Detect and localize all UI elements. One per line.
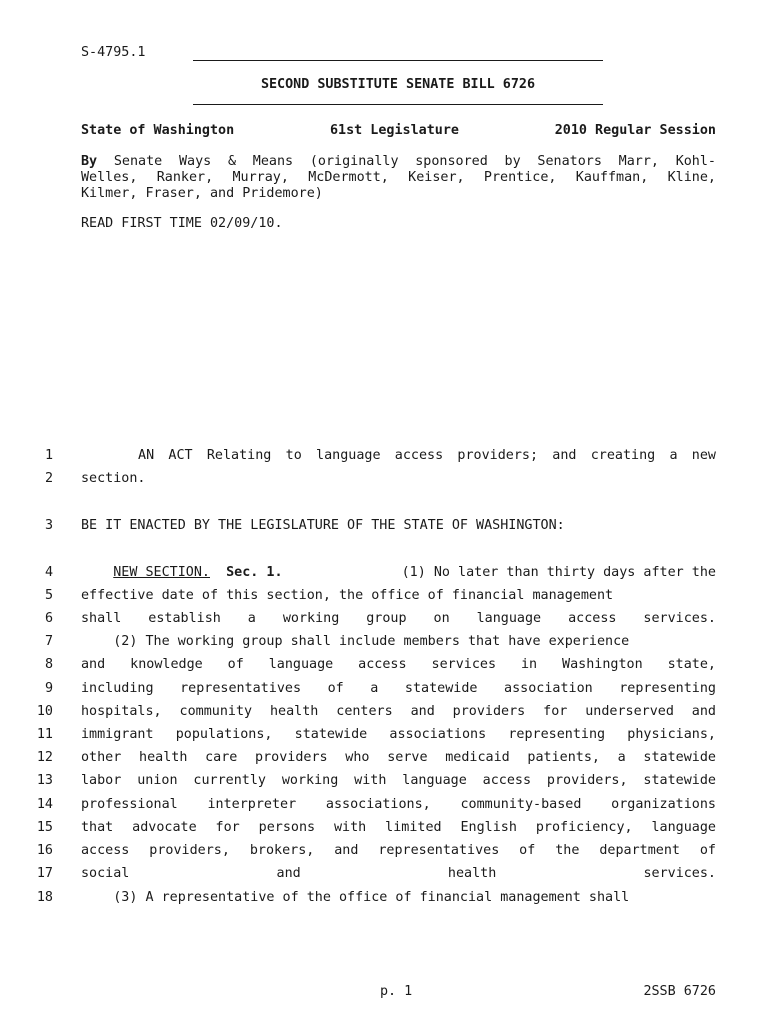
bill-line: social and health services. [81, 866, 716, 881]
sponsor-line-2: Welles, Ranker, Murray, McDermott, Keiser, Prentice, Kauffman, Kline, [81, 170, 716, 185]
bill-line: that advocate for persons with limited English proficiency, language [81, 820, 716, 835]
line-number: 2 [44, 471, 53, 486]
line-number: 3 [44, 518, 53, 533]
line-number: 8 [44, 657, 53, 672]
line-number: 9 [44, 681, 53, 696]
bill-line: AN ACT Relating to language access providers; and creating a new [81, 448, 716, 463]
bill-title: SECOND SUBSTITUTE SENATE BILL 6726 [260, 77, 536, 92]
legislature-label: 61st Legislature [329, 123, 459, 138]
section-number: Sec. 1. [226, 565, 283, 580]
line-number: 4 [44, 565, 53, 580]
sponsor-line-3: Kilmer, Fraser, and Pridemore) [81, 186, 323, 201]
sponsor-by: By [81, 154, 98, 169]
section-text: (1) No later than thirty days after the [401, 565, 716, 580]
line-number: 7 [44, 634, 53, 649]
line-number: 6 [44, 611, 53, 626]
indent [81, 565, 113, 580]
session-info-row [81, 123, 716, 138]
bill-line: section. [81, 471, 146, 486]
bill-line: hospitals, community health centers and providers for underserved and [81, 704, 716, 719]
line-number: 5 [44, 588, 53, 603]
line-number: 16 [36, 843, 53, 858]
line-number: 18 [36, 890, 53, 905]
line-number: 17 [36, 866, 53, 881]
header-rule-bottom [193, 104, 603, 105]
bill-line: other health care providers who serve medicaid patients, a statewide [81, 750, 716, 765]
read-first-time: READ FIRST TIME 02/09/10. [81, 216, 283, 231]
bill-line: (3) A representative of the office of financial management shall [81, 890, 630, 905]
sponsor-block [81, 154, 716, 202]
page-number: p. 1 [380, 984, 413, 999]
document-code: S-4795.1 [81, 45, 146, 60]
line-number: 15 [36, 820, 53, 835]
footer-bill-id: 2SSB 6726 [643, 984, 716, 999]
bill-line: and knowledge of language access services in Washington state, [81, 657, 716, 672]
bill-line: professional interpreter associations, community-based organizations [81, 797, 716, 812]
bill-line: access providers, brokers, and representatives of the department of [81, 843, 716, 858]
bill-line: BE IT ENACTED BY THE LEGISLATURE OF THE STATE OF WASHINGTON: [81, 518, 565, 533]
line-number: 10 [36, 704, 53, 719]
bill-line: immigrant populations, statewide associations representing physicians, [81, 727, 716, 742]
bill-line: including representatives of a statewide association representing [81, 681, 716, 696]
line-number: 14 [36, 797, 53, 812]
bill-line [81, 565, 716, 580]
line-number: 13 [36, 773, 53, 788]
line-number: 11 [36, 727, 53, 742]
state-label: State of Washington [81, 123, 235, 138]
header-rule-top [193, 60, 603, 61]
bill-line: labor union currently working with language access providers, statewide [81, 773, 716, 788]
bill-line: shall establish a working group on language access services. [81, 611, 716, 626]
bill-line: (2) The working group shall include members that have experience [81, 634, 630, 649]
line-number: 1 [44, 448, 53, 463]
bill-line: effective date of this section, the office of financial management [81, 588, 614, 603]
session-label: 2010 Regular Session [554, 123, 716, 138]
sponsor-line-1: Senate Ways & Means (originally sponsored by Senators Marr, Kohl- [113, 154, 716, 169]
line-number: 12 [36, 750, 53, 765]
new-section-label: NEW SECTION. [113, 565, 210, 580]
